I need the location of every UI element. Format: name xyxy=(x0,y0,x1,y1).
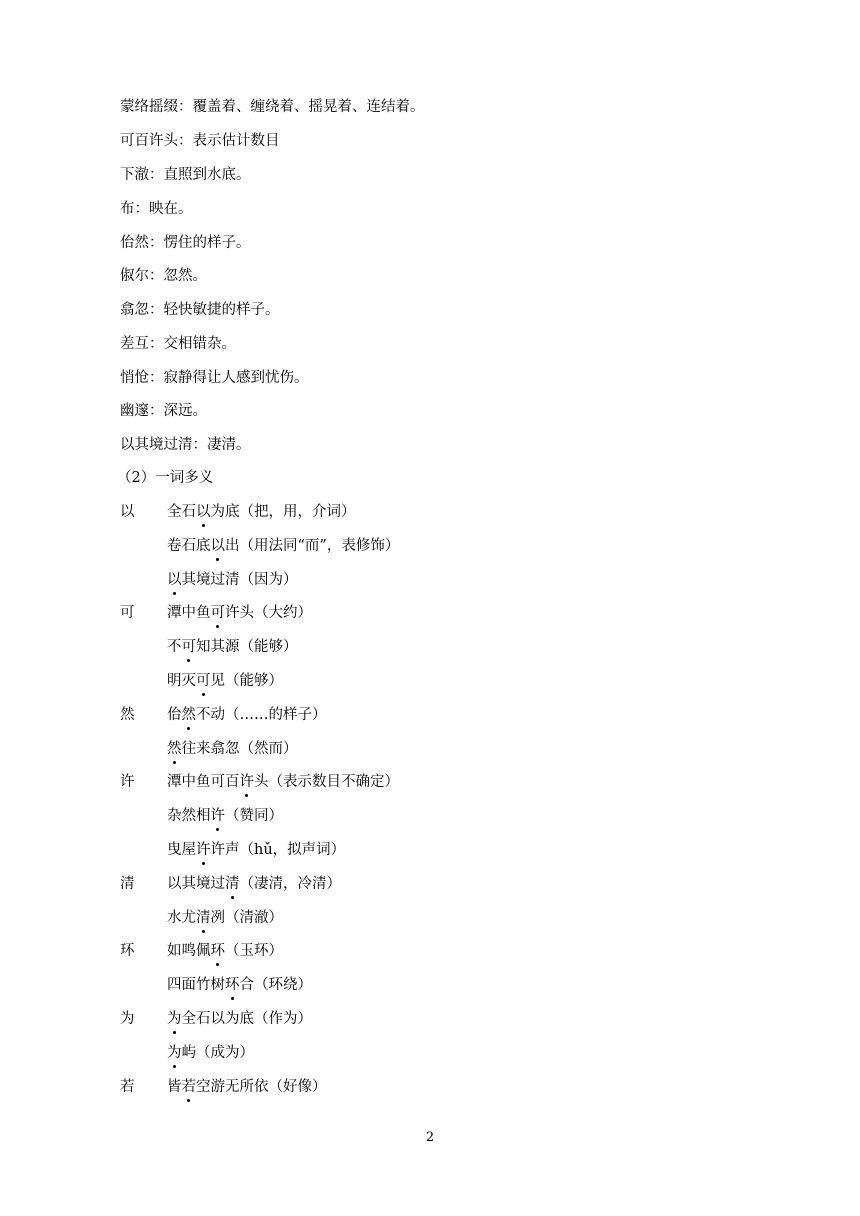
example-text-after: （玉环） xyxy=(225,943,283,959)
glossary-entry: 幽邃：深远。 xyxy=(120,403,207,419)
emphasized-character: 以 xyxy=(167,572,182,588)
polysemy-word: 若 xyxy=(120,1079,135,1095)
example-text-before: 曳屋 xyxy=(167,842,196,858)
emphasized-character: 许 xyxy=(210,808,225,824)
emphasized-character: 可 xyxy=(196,673,211,689)
example-sentence xyxy=(167,705,327,725)
example-sentence xyxy=(167,570,298,590)
example-text-after: 许头（大约） xyxy=(225,605,312,621)
section-heading: （2）一词多义 xyxy=(117,470,214,486)
example-text-after: 往来翕忽（然而） xyxy=(181,741,298,757)
example-text-after: 其境过清（因为） xyxy=(181,572,298,588)
emphasized-character: 以 xyxy=(196,504,211,520)
emphasized-character: 以 xyxy=(210,538,225,554)
example-text-after: （凄清，冷清） xyxy=(239,876,341,892)
emphasized-character: 为 xyxy=(167,1011,182,1027)
glossary-entry: 蒙络摇缀：覆盖着、缠绕着、摇晃着、连结着。 xyxy=(120,99,425,115)
example-sentence xyxy=(167,1009,312,1029)
example-text-before: 不 xyxy=(167,639,182,655)
glossary-entry: 佁然：愣住的样子。 xyxy=(120,235,251,251)
example-sentence xyxy=(167,1077,327,1097)
example-text-after: 头（表示数目不确定） xyxy=(254,774,399,790)
emphasized-character: 若 xyxy=(181,1079,196,1095)
example-text-after: 全石以为底（作为） xyxy=(181,1011,312,1027)
example-text-before: 水尤 xyxy=(167,910,196,926)
example-text-after: 空游无所依（好像） xyxy=(196,1079,327,1095)
glossary-entry: 可百许头：表示估计数目 xyxy=(120,133,280,149)
example-text-after: 冽（清澈） xyxy=(210,910,283,926)
example-sentence xyxy=(167,1043,254,1063)
polysemy-word: 以 xyxy=(120,504,135,520)
emphasized-character: 环 xyxy=(210,943,225,959)
example-text-before: 卷石底 xyxy=(167,538,211,554)
polysemy-word: 为 xyxy=(120,1011,135,1027)
example-sentence xyxy=(167,908,283,928)
emphasized-character: 许 xyxy=(239,774,254,790)
example-text-before: 明灭 xyxy=(167,673,196,689)
example-text-after: 出（用法同“而”，表修饰） xyxy=(225,538,400,554)
example-sentence xyxy=(167,671,283,691)
glossary-entry: 下澈：直照到水底。 xyxy=(120,167,251,183)
emphasized-character: 清 xyxy=(225,876,240,892)
emphasized-character: 可 xyxy=(181,639,196,655)
example-text-after: 合（环绕） xyxy=(239,977,312,993)
glossary-entry: 悄怆：寂静得让人感到忧伤。 xyxy=(120,370,309,386)
example-text-before: 全石 xyxy=(167,504,196,520)
example-text-after: 为底（把，用，介词） xyxy=(210,504,356,520)
glossary-entry: 翕忽：轻快敏捷的样子。 xyxy=(120,302,280,318)
example-text-before: 如鸣佩 xyxy=(167,943,211,959)
emphasized-character: 可 xyxy=(210,605,225,621)
emphasized-character: 然 xyxy=(167,741,182,757)
example-sentence xyxy=(167,502,356,522)
example-sentence xyxy=(167,840,345,860)
glossary-entry: 俶尔：忽然。 xyxy=(120,268,207,284)
polysemy-word: 然 xyxy=(120,707,135,723)
glossary-entry: 以其境过清：凄清。 xyxy=(120,437,251,453)
example-sentence xyxy=(167,772,399,792)
polysemy-word: 清 xyxy=(120,876,135,892)
polysemy-word: 环 xyxy=(120,943,135,959)
example-text-before: 杂然相 xyxy=(167,808,211,824)
glossary-entry: 布：映在。 xyxy=(120,201,193,217)
polysemy-word: 可 xyxy=(120,605,135,621)
example-text-before: 以其境过 xyxy=(167,876,225,892)
example-text-after: 许声（hǔ，拟声词） xyxy=(210,842,346,858)
emphasized-character: 清 xyxy=(196,910,211,926)
example-text-after: （赞同） xyxy=(225,808,283,824)
polysemy-word: 许 xyxy=(120,774,135,790)
example-text-after: 不动（……的样子） xyxy=(196,707,327,723)
example-text-before: 皆 xyxy=(167,1079,182,1095)
emphasized-character: 然 xyxy=(181,707,196,723)
example-sentence xyxy=(167,941,283,961)
example-sentence xyxy=(167,806,283,826)
example-sentence xyxy=(167,536,399,556)
example-text-after: 屿（成为） xyxy=(181,1045,254,1061)
glossary-entry: 差互：交相错杂。 xyxy=(120,336,236,352)
page-number: 2 xyxy=(425,1130,435,1145)
example-sentence xyxy=(167,975,312,995)
example-sentence xyxy=(167,739,298,759)
example-sentence xyxy=(167,603,312,623)
example-text-before: 佁 xyxy=(167,707,182,723)
example-text-after: 知其源（能够） xyxy=(196,639,298,655)
emphasized-character: 环 xyxy=(225,977,240,993)
emphasized-character: 许 xyxy=(196,842,211,858)
example-text-before: 潭中鱼 xyxy=(167,605,211,621)
example-sentence xyxy=(167,637,298,657)
example-text-before: 四面竹树 xyxy=(167,977,225,993)
example-sentence xyxy=(167,874,341,894)
example-text-after: 见（能够） xyxy=(210,673,283,689)
emphasized-character: 为 xyxy=(167,1045,182,1061)
example-text-before: 潭中鱼可百 xyxy=(167,774,240,790)
